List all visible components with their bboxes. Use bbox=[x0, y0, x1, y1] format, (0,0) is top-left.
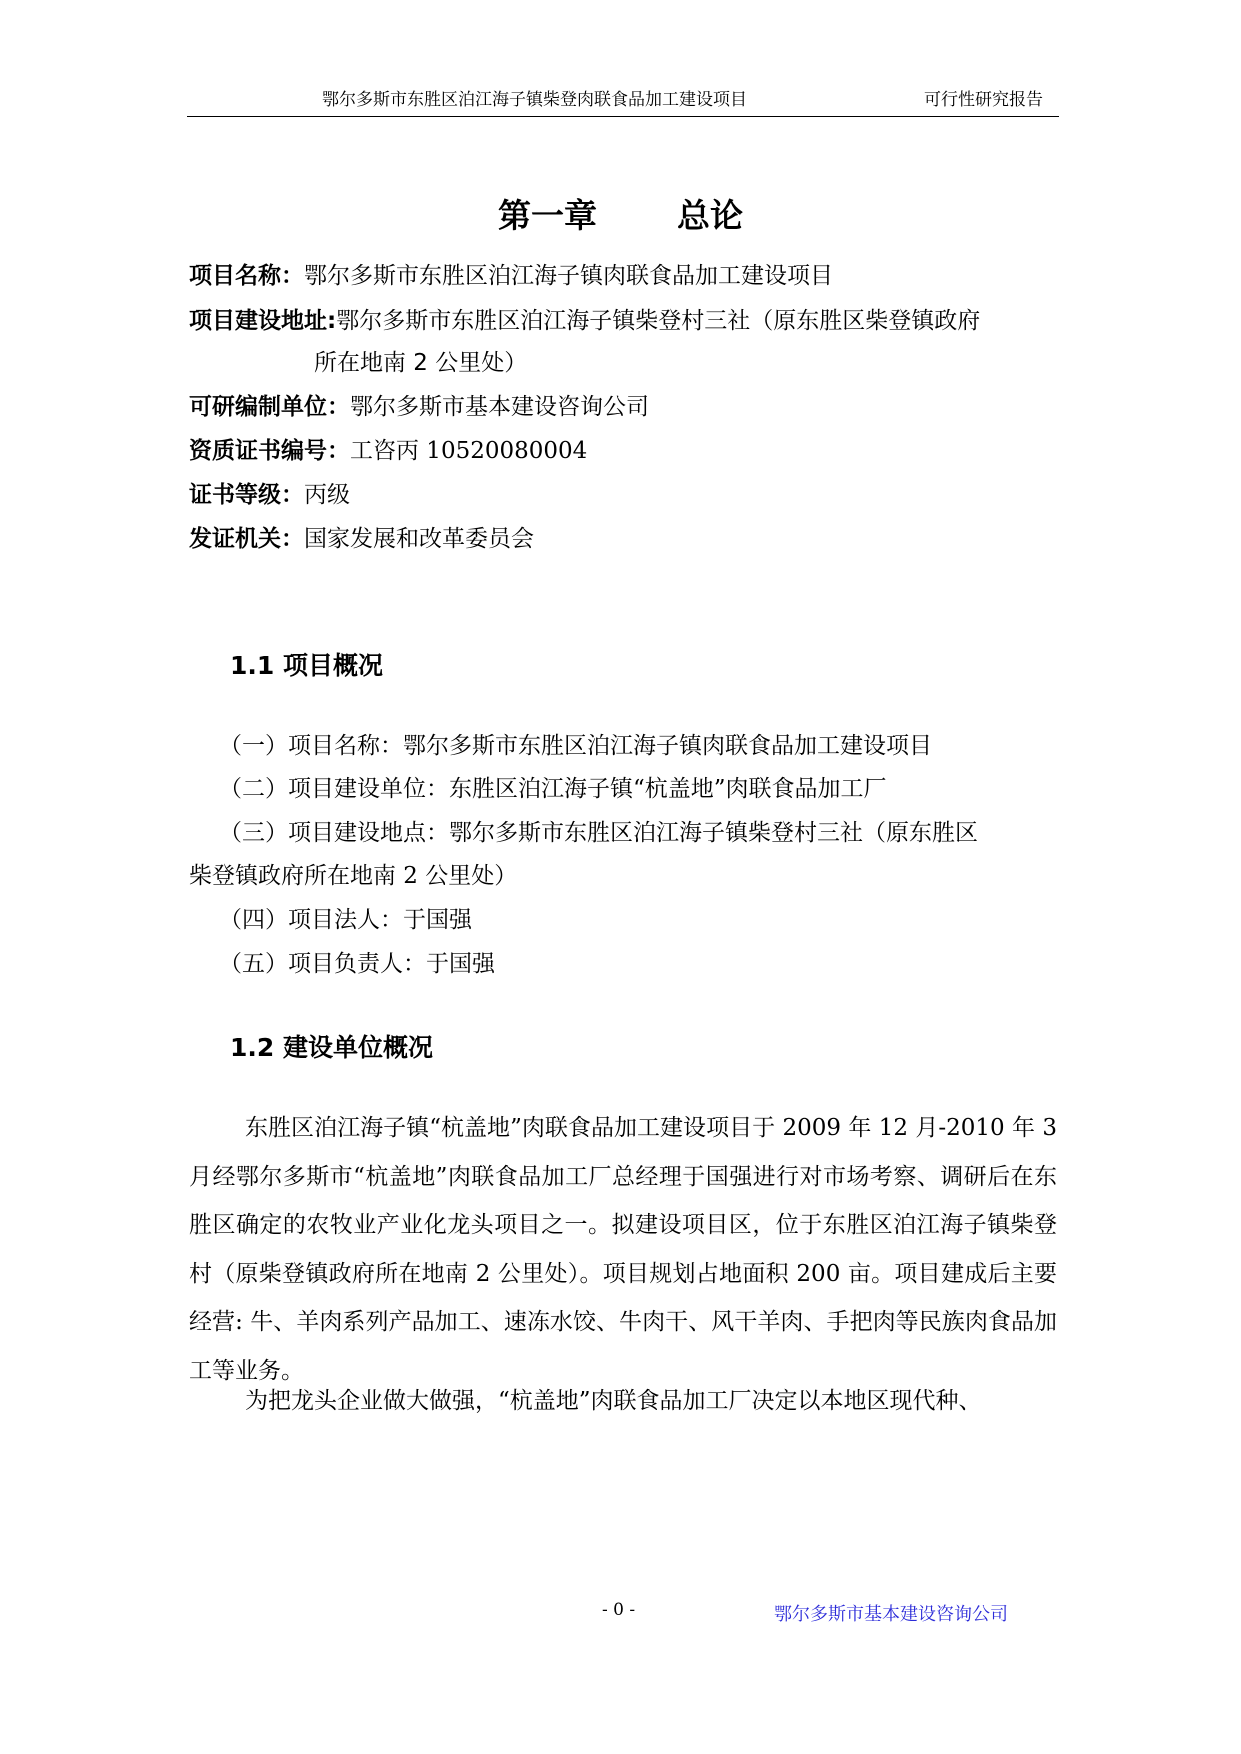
company-overview-paragraph: 东胜区泊江海子镇“杭盖地”肉联食品加工建设项目于 2009 年 12 月-2010 年 3 月经鄂尔多斯市“杭盖地”肉联食品加工厂总经理于国强进行对市场考察、调研后在东胜区确定的农牧业产业化龙头项目之一。拟建设项目区，位于东胜区泊江海子镇柴登村（原柴登镇政府所在地南 2 公里处）。项目规划占地面积 200 亩。项目建成后主要经营: 牛、羊肉系列产品加工、速冻水饺、牛肉干、风干羊肉、手把肉等民族肉食品加工等业务。 bbox=[189, 1115, 1057, 1384]
info-grade bbox=[189, 480, 350, 510]
site-label: 项目建设地址: bbox=[189, 308, 337, 334]
grade-label: 证书等级： bbox=[189, 482, 304, 508]
header-divider bbox=[187, 116, 1059, 117]
site-value-line1: 鄂尔多斯市东胜区泊江海子镇柴登村三社（原东胜区柴登镇政府 bbox=[336, 308, 981, 334]
info-compiler bbox=[189, 392, 649, 422]
chapter-heading bbox=[0, 196, 1241, 236]
chapter-number: 第一章 bbox=[498, 196, 597, 235]
project-name-label: 项目名称： bbox=[189, 263, 304, 289]
section-heading-1-2: 1.2 建设单位概况 bbox=[230, 1033, 433, 1062]
compiler-value: 鄂尔多斯市基本建设咨询公司 bbox=[350, 394, 649, 420]
company-overview-paragraph-continued: 为把龙头企业做大做强，“杭盖地”肉联食品加工厂决定以本地区现代种、 bbox=[245, 1388, 982, 1414]
header-project-title: 鄂尔多斯市东胜区泊江海子镇柴登肉联食品加工建设项目 bbox=[322, 90, 747, 110]
overview-item: （二）项目建设单位：东胜区泊江海子镇“杭盖地”肉联食品加工厂 bbox=[219, 776, 887, 802]
overview-item: （一）项目名称：鄂尔多斯市东胜区泊江海子镇肉联食品加工建设项目 bbox=[219, 733, 932, 759]
info-project-name bbox=[189, 261, 833, 291]
cert-no-label: 资质证书编号： bbox=[189, 438, 350, 464]
overview-item: 柴登镇政府所在地南 2 公里处） bbox=[189, 863, 518, 889]
info-site bbox=[189, 306, 980, 336]
cert-no-value: 工咨丙 10520080004 bbox=[350, 438, 588, 464]
grade-value: 丙级 bbox=[304, 482, 350, 508]
chapter-title: 总论 bbox=[677, 196, 743, 235]
header-report-type: 可行性研究报告 bbox=[924, 90, 1043, 110]
compiler-label: 可研编制单位： bbox=[189, 394, 350, 420]
project-name-value: 鄂尔多斯市东胜区泊江海子镇肉联食品加工建设项目 bbox=[304, 263, 833, 289]
overview-item: （五）项目负责人：于国强 bbox=[219, 951, 495, 977]
overview-item: （四）项目法人：于国强 bbox=[219, 907, 472, 933]
issuer-value: 国家发展和改革委员会 bbox=[304, 526, 534, 552]
footer-company-name: 鄂尔多斯市基本建设咨询公司 bbox=[774, 1604, 1008, 1625]
site-value-line2: 所在地南 2 公里处） bbox=[314, 350, 528, 376]
page-number: - 0 - bbox=[602, 1600, 636, 1620]
info-cert-no bbox=[189, 436, 587, 466]
issuer-label: 发证机关： bbox=[189, 526, 304, 552]
info-issuer bbox=[189, 524, 534, 554]
overview-item: （三）项目建设地点：鄂尔多斯市东胜区泊江海子镇柴登村三社（原东胜区 bbox=[219, 820, 978, 846]
section-heading-1-1: 1.1 项目概况 bbox=[230, 651, 383, 680]
